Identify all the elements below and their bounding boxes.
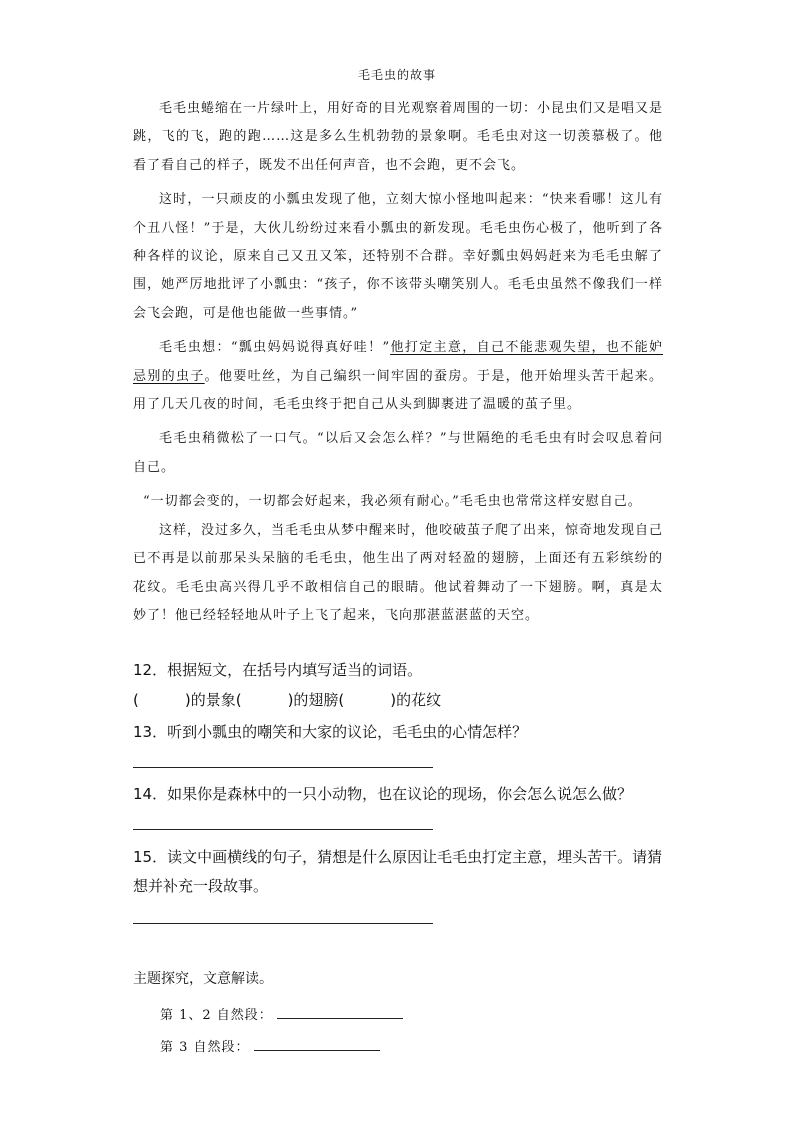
answer-line-13[interactable] [133, 767, 433, 768]
question-13: 13．听到小瓢虫的嘲笑和大家的议论，毛毛虫的心情怎样？ [133, 723, 528, 741]
answer-line-15[interactable] [133, 923, 433, 924]
theme-item-2-label: 第 3 自然段： [160, 1040, 250, 1055]
blank-label-2: )的翅膀( [287, 691, 345, 709]
question-15: 15．读文中画横线的句子，猜想是什么原因让毛毛虫打定主意，埋头苦干。请猜想并补充一段故事。 [133, 848, 663, 895]
story-paragraph-3 [133, 334, 663, 419]
theme-item-2-blank[interactable] [254, 1038, 380, 1051]
story-title: 毛毛虫的故事 [357, 68, 436, 82]
story-paragraph-4: 毛毛虫稍微松了一口气。“以后又会怎么样？”与世隔绝的毛毛虫有时会叹息着问自己。 [133, 431, 663, 475]
blank-label-3: )的花纹 [390, 691, 442, 709]
question-14: 14．如果你是森林中的一只小动物，也在议论的现场，你会怎么说怎么做？ [133, 785, 633, 803]
story-body [133, 95, 663, 630]
question-12-blanks [133, 686, 673, 715]
blank-label-1: )的景象( [184, 691, 242, 709]
blank-paren-1: ( [133, 691, 139, 709]
story-paragraph-1: 毛毛虫蜷缩在一片绿叶上，用好奇的目光观察着周围的一切：小昆虫们又是唱又是跳，飞的飞，跑的跑……这是多么生机勃勃的景象啊。毛毛虫对这一切羡慕极了。他看了看自己的样子，既发不出任何声音，也不会跑，更不会飞。 [133, 101, 664, 173]
theme-item-1-blank[interactable] [277, 1006, 403, 1019]
theme-item-1-label: 第 1、2 自然段： [160, 1008, 273, 1023]
question-12: 12．根据短文，在括号内填写适当的词语。 [133, 661, 423, 679]
answer-line-14[interactable] [133, 829, 433, 830]
paragraph-3-start: 毛毛虫想：“瓢虫妈妈说得真好哇！” [159, 340, 391, 356]
theme-heading: 主题探究，文意解读。 [133, 971, 273, 987]
theme-item-1 [160, 1004, 403, 1023]
story-paragraph-6: 这样，没过多久，当毛毛虫从梦中醒来时，他咬破茧子爬了出来，惊奇地发现自己已不再是以前那呆头呆脑的毛毛虫，他生出了两对轻盈的翅膀，上面还有五彩缤纷的花纹。毛毛虫高兴得几乎不敢相信自己的眼睛。他试着舞动了一下翅膀。啊，真是太妙了！他已经轻轻地从叶子上飞了起来，飞向那湛蓝湛蓝的天空。 [133, 522, 664, 623]
story-paragraph-2: 这时，一只顽皮的小瓢虫发现了他，立刻大惊小怪地叫起来：“快来看哪！这儿有个丑八怪！”于是，大伙儿纷纷过来看小瓢虫的新发现。毛毛虫伤心极了，他听到了各种各样的议论，原来自己又丑又笨，还特别不合群。幸好瓢虫妈妈赶来为毛毛虫解了围，她严厉地批评了小瓢虫：“孩子，你不该带头嘲笑别人。毛毛虫虽然不像我们一样会飞会跑，可是他也能做一些事情。” [133, 192, 663, 321]
story-paragraph-5: “一切都会变的，一切都会好起来，我必须有耐心。”毛毛虫也常常这样安慰自己。 [143, 494, 642, 510]
theme-item-2 [160, 1036, 380, 1055]
underlined-sentence: 他打定主意，自己不能悲观失望，也不能妒忌别的虫子 [133, 340, 663, 384]
paragraph-3-end: 。他要吐丝，为自己编织一间牢固的蚕房。于是，他开始埋头苦干起来。用了几天几夜的时间，毛毛虫终于把自己从头到脚裹进了温暖的茧子里。 [133, 368, 663, 413]
